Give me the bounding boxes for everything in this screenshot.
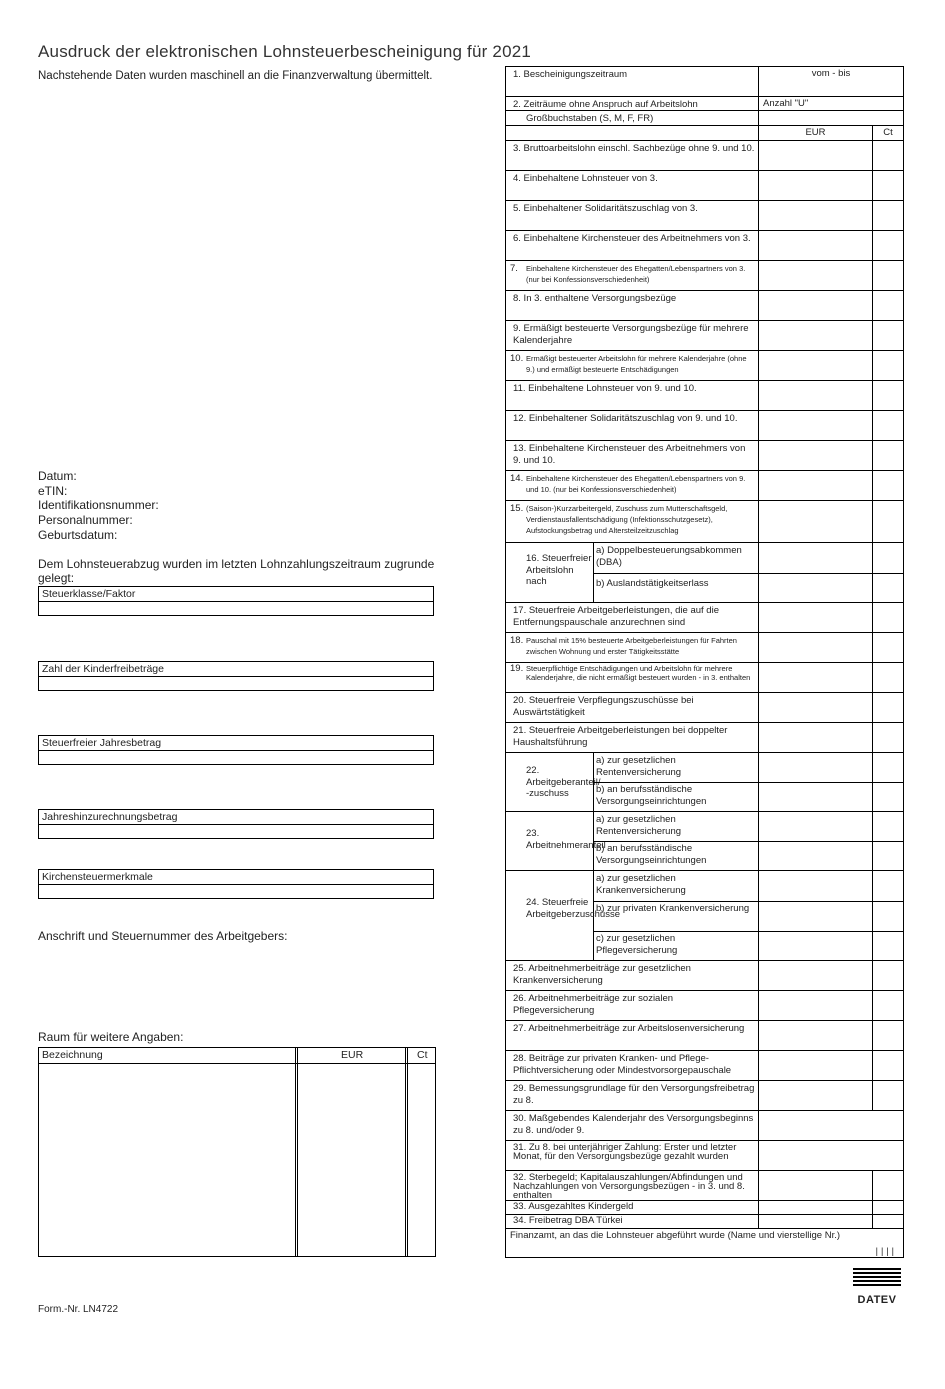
row-finanzamt — [506, 1229, 903, 1258]
row-21 — [506, 723, 903, 753]
geburtsdatum-label: Geburtsdatum: — [38, 528, 118, 542]
ct-cell — [873, 171, 903, 200]
lohnsteuerabzug-heading: Dem Lohnsteuerabzug wurden im letzten Lohnzahlungszeitraum zugrunde gelegt: — [38, 557, 435, 585]
sub-b: b) Auslandstätigkeitserlass — [594, 573, 759, 603]
finanzamt-ticks: |||| — [875, 1246, 897, 1256]
group-22 — [506, 753, 903, 812]
ct-cell — [873, 411, 903, 440]
row-19 — [506, 663, 903, 693]
row-10 — [506, 351, 903, 381]
value-cell — [759, 1111, 903, 1140]
sub-b: b) an berufsständische Versorgungseinrichtungen — [594, 782, 759, 812]
row-label — [506, 663, 759, 692]
group-label: 22. Arbeitgeberanteil/ -zuschuss — [506, 753, 594, 811]
divider — [594, 931, 903, 932]
row-11 — [506, 381, 903, 411]
eur-cell — [759, 351, 873, 380]
row-29 — [506, 1081, 903, 1111]
row-label: 34. Freibetrag DBA Türkei — [506, 1215, 759, 1228]
col-bezeichnung: Bezeichnung — [42, 1049, 103, 1061]
row-9 — [506, 321, 903, 351]
row-12 — [506, 411, 903, 441]
row-bescheinigungszeitraum — [506, 67, 903, 97]
ct-cell — [873, 1215, 903, 1228]
divider — [594, 841, 903, 842]
jahresbetrag-box — [38, 735, 434, 765]
row-label: 1. Bescheinigungszeitraum — [506, 67, 759, 96]
ct-cell — [873, 693, 903, 722]
eur-cell — [759, 501, 873, 542]
eur-cell — [759, 723, 873, 752]
steuerklasse-label: Steuerklasse/Faktor — [39, 587, 433, 602]
steuerklasse-box — [38, 586, 434, 616]
row-value: Anzahl "U" — [763, 98, 809, 109]
row-number: 14. — [510, 473, 524, 484]
form-number: Form.-Nr. LN4722 — [38, 1304, 119, 1315]
ct-cell — [873, 1081, 903, 1110]
divider — [295, 1048, 298, 1256]
ct-cell — [873, 351, 903, 380]
eur-cell — [759, 471, 873, 500]
ct-cell — [873, 231, 903, 260]
row-number: 15. — [510, 503, 524, 514]
ct-cell — [873, 291, 903, 320]
group-23 — [506, 812, 903, 871]
row-label: 28. Beiträge zur privaten Kranken- und Pflege-Pflichtversicherung oder Mindestvorsorgepauschale — [506, 1051, 759, 1080]
row-15 — [506, 501, 903, 543]
row-text: Pauschal mit 15% besteuerte Arbeitgeberleistungen für Fahrten zwischen Wohnung und erster Tätigkeitsstätte — [526, 636, 737, 656]
ct-cell — [873, 381, 903, 410]
eur-cell — [759, 1201, 873, 1214]
col-ct: Ct — [417, 1049, 428, 1061]
group-24 — [506, 871, 903, 961]
row-17 — [506, 603, 903, 633]
ct-header: Ct — [883, 127, 893, 138]
datev-logo-text: DATEV — [857, 1294, 897, 1306]
row-label: 4. Einbehaltene Lohnsteuer von 3. — [506, 171, 759, 200]
row-4 — [506, 171, 903, 201]
row-value — [759, 111, 903, 125]
idnr-label: Identifikationsnummer: — [38, 498, 159, 512]
divider — [594, 782, 903, 783]
eur-cell — [759, 441, 873, 470]
row-18 — [506, 633, 903, 663]
eur-cell — [759, 961, 873, 990]
row-value: vom - bis — [811, 68, 851, 79]
eur-cell — [759, 171, 873, 200]
eur-cell — [759, 603, 873, 632]
ct-cell — [873, 1051, 903, 1080]
eur-header: EUR — [759, 126, 873, 140]
sub-a: a) zur gesetzlichen Rentenversicherung — [594, 812, 759, 841]
ct-cell — [873, 471, 903, 500]
ct-cell — [873, 603, 903, 632]
sub-a: a) zur gesetzlichen Rentenversicherung — [594, 753, 759, 782]
row-label: 33. Ausgezahltes Kindergeld — [506, 1201, 759, 1214]
row-zeitraeume — [506, 97, 903, 111]
row-text: Einbehaltene Kirchensteuer des Ehegatten/Lebenspartners von 9. und 10. (nur bei Konfessionsverschiedenheit) — [526, 474, 746, 494]
row-number: 18. — [510, 635, 524, 646]
ct-cell — [873, 723, 903, 752]
row-label — [506, 351, 759, 380]
eur-cell — [759, 693, 873, 722]
ct-cell — [873, 663, 903, 692]
row-label — [506, 126, 759, 140]
eur-cell — [759, 141, 873, 170]
eur-cell — [759, 1081, 873, 1110]
row-5 — [506, 201, 903, 231]
row-label: 26. Arbeitnehmerbeiträge zur sozialen Pflegeversicherung — [506, 991, 759, 1020]
eur-cell — [759, 1021, 873, 1050]
row-20 — [506, 693, 903, 723]
row-27 — [506, 1021, 903, 1051]
row-label: 30. Maßgebendes Kalenderjahr des Versorgungsbeginns zu 8. und/oder 9. — [506, 1111, 759, 1140]
kinderfreibetraege-box — [38, 661, 434, 691]
etin-label: eTIN: — [38, 484, 68, 498]
row-label: 27. Arbeitnehmerbeiträge zur Arbeitslosenversicherung — [506, 1021, 759, 1050]
divider — [594, 901, 903, 902]
kinderfreibetraege-label: Zahl der Kinderfreibeträge — [39, 662, 433, 677]
row-label: 31. Zu 8. bei unterjähriger Zahlung: Erster und letzter Monat, für den Versorgungsbezüge gezahlt wurden — [506, 1141, 759, 1170]
personalnummer-label: Personalnummer: — [38, 513, 133, 527]
group-label: 24. Steuerfreie Arbeitgeberzuschüsse — [506, 871, 594, 960]
row-label: 25. Arbeitnehmerbeiträge zur gesetzlichen Krankenversicherung — [506, 961, 759, 990]
weitere-angaben-header — [39, 1048, 435, 1064]
eur-cell — [759, 633, 873, 662]
row-label: 8. In 3. enthaltene Versorgungsbezüge — [506, 291, 759, 320]
row-33 — [506, 1201, 903, 1215]
row-label: 12. Einbehaltener Solidaritätszuschlag von 9. und 10. — [506, 411, 759, 440]
row-label: 11. Einbehaltene Lohnsteuer von 9. und 10. — [506, 381, 759, 410]
row-eur-header — [506, 126, 903, 141]
row-label: 17. Steuerfreie Arbeitgeberleistungen, die auf die Entfernungspauschale anzurechnen sind — [506, 603, 759, 632]
eur-cell — [759, 663, 873, 692]
sub-a: a) Doppelbesteuerungsabkommen (DBA) — [594, 543, 759, 573]
ct-cell — [873, 501, 903, 542]
row-32 — [506, 1171, 903, 1201]
finanzamt-label: Finanzamt, an das die Lohnsteuer abgeführt wurde (Name und vierstellige Nr.) — [510, 1230, 841, 1241]
row-31 — [506, 1141, 903, 1171]
row-label — [506, 633, 759, 662]
row-7 — [506, 261, 903, 291]
group-label: 23. Arbeitnehmeranteil — [506, 812, 594, 870]
row-26 — [506, 991, 903, 1021]
row-number: 7. — [510, 263, 518, 274]
row-label: 21. Steuerfreie Arbeitgeberleistungen bei doppelter Haushaltsführung — [506, 723, 759, 752]
row-label: 9. Ermäßigt besteuerte Versorgungsbezüge für mehrere Kalenderjahre — [506, 321, 759, 350]
row-30 — [506, 1111, 903, 1141]
weitere-angaben-table — [38, 1047, 436, 1257]
row-label: 3. Bruttoarbeitslohn einschl. Sachbezüge ohne 9. und 10. — [506, 141, 759, 170]
page-title: Ausdruck der elektronischen Lohnsteuerbescheinigung für 2021 — [38, 42, 532, 61]
ct-cell — [873, 1201, 903, 1214]
sub-b: b) an berufsständische Versorgungseinrichtungen — [594, 841, 759, 871]
eur-cell — [759, 321, 873, 350]
page-subtitle: Nachstehende Daten wurden maschinell an die Finanzverwaltung übermittelt. — [38, 70, 433, 82]
row-label — [506, 501, 759, 542]
eur-cell — [759, 411, 873, 440]
hinzurechnung-label: Jahreshinzurechnungsbetrag — [39, 810, 433, 825]
row-label — [506, 261, 759, 290]
bescheinigung-table — [505, 66, 904, 1258]
sub-a: a) zur gesetzlichen Krankenversicherung — [594, 871, 759, 901]
arbeitgeber-label: Anschrift und Steuernummer des Arbeitgebers: — [38, 929, 288, 943]
sub-b: b) zur privaten Krankenversicherung — [594, 901, 759, 931]
eur-cell — [759, 1051, 873, 1080]
sub-c: c) zur gesetzlichen Pflegeversicherung — [594, 931, 759, 961]
value-cell — [759, 1141, 903, 1170]
kirchensteuer-label: Kirchensteuermerkmale — [39, 870, 433, 885]
hinzurechnung-box — [38, 809, 434, 839]
ct-cell — [873, 1021, 903, 1050]
row-14 — [506, 471, 903, 501]
eur-cell — [759, 1171, 873, 1200]
row-number: 19. — [510, 663, 524, 674]
eur-cell — [759, 201, 873, 230]
row-label: 6. Einbehaltene Kirchensteuer des Arbeitnehmers von 3. — [506, 231, 759, 260]
weitere-angaben-heading: Raum für weitere Angaben: — [38, 1030, 184, 1044]
row-28 — [506, 1051, 903, 1081]
row-3 — [506, 141, 903, 171]
datum-label: Datum: — [38, 469, 77, 483]
ct-cell — [873, 141, 903, 170]
row-label: 13. Einbehaltene Kirchensteuer des Arbeitnehmers von 9. und 10. — [506, 441, 759, 470]
row-13 — [506, 441, 903, 471]
eur-cell — [759, 381, 873, 410]
ct-cell — [873, 1171, 903, 1200]
row-label: 29. Bemessungsgrundlage für den Versorgungsfreibetrag zu 8. — [506, 1081, 759, 1110]
eur-cell — [759, 231, 873, 260]
kirchensteuer-box — [38, 869, 434, 899]
divider — [594, 573, 903, 574]
group-16 — [506, 543, 903, 603]
row-label: 5. Einbehaltener Solidaritätszuschlag von 3. — [506, 201, 759, 230]
group-label: 16. Steuerfreier Arbeitslohn nach — [506, 543, 594, 602]
row-label — [506, 471, 759, 500]
row-label: 32. Sterbegeld; Kapitalauszahlungen/Abfindungen und Nachzahlungen von Versorgungsbezügen - in 3. und 8. enthalten — [506, 1171, 759, 1200]
row-34 — [506, 1215, 903, 1229]
eur-cell — [759, 871, 873, 961]
row-label: Großbuchstaben (S, M, F, FR) — [506, 111, 759, 125]
row-6 — [506, 231, 903, 261]
eur-cell — [759, 991, 873, 1020]
row-number: 10. — [510, 353, 524, 364]
eur-cell — [759, 291, 873, 320]
row-label: 2. Zeiträume ohne Anspruch auf Arbeitslohn — [506, 97, 759, 110]
ct-cell — [873, 201, 903, 230]
datev-logo — [853, 1268, 901, 1306]
ct-cell — [873, 991, 903, 1020]
row-text: Ermäßigt besteuerter Arbeitslohn für mehrere Kalenderjahre (ohne 9.) und ermäßigt besteuerte Entschädigungen — [526, 354, 747, 374]
row-text: Steuerpflichtige Entschädigungen und Arbeitslohn für mehrere Kalenderjahre, die nicht ermäßigt besteuert wurden - in 3. enthalten — [526, 664, 751, 682]
row-label: 20. Steuerfreie Verpflegungszuschüsse bei Auswärtstätigkeit — [506, 693, 759, 722]
row-8 — [506, 291, 903, 321]
row-text: Einbehaltene Kirchensteuer des Ehegatten/Lebenspartners von 3. (nur bei Konfessionsverschiedenheit) — [526, 264, 746, 284]
ct-cell — [873, 961, 903, 990]
eur-cell — [759, 261, 873, 290]
ct-cell — [873, 633, 903, 662]
row-25 — [506, 961, 903, 991]
ct-cell — [873, 871, 903, 961]
jahresbetrag-label: Steuerfreier Jahresbetrag — [39, 736, 433, 751]
row-text: (Saison-)Kurzarbeitergeld, Zuschuss zum Mutterschaftsgeld, Verdienstausfallentschädigung (Infektionsschutzgesetz), Aufstockungsbetrag und Altersteilzeitzuschlag — [526, 504, 728, 535]
row-grossbuchstaben — [506, 111, 903, 126]
col-eur: EUR — [341, 1049, 364, 1061]
eur-cell — [759, 1215, 873, 1228]
ct-cell — [873, 441, 903, 470]
ct-cell — [873, 261, 903, 290]
ct-cell — [873, 321, 903, 350]
divider — [405, 1048, 408, 1256]
